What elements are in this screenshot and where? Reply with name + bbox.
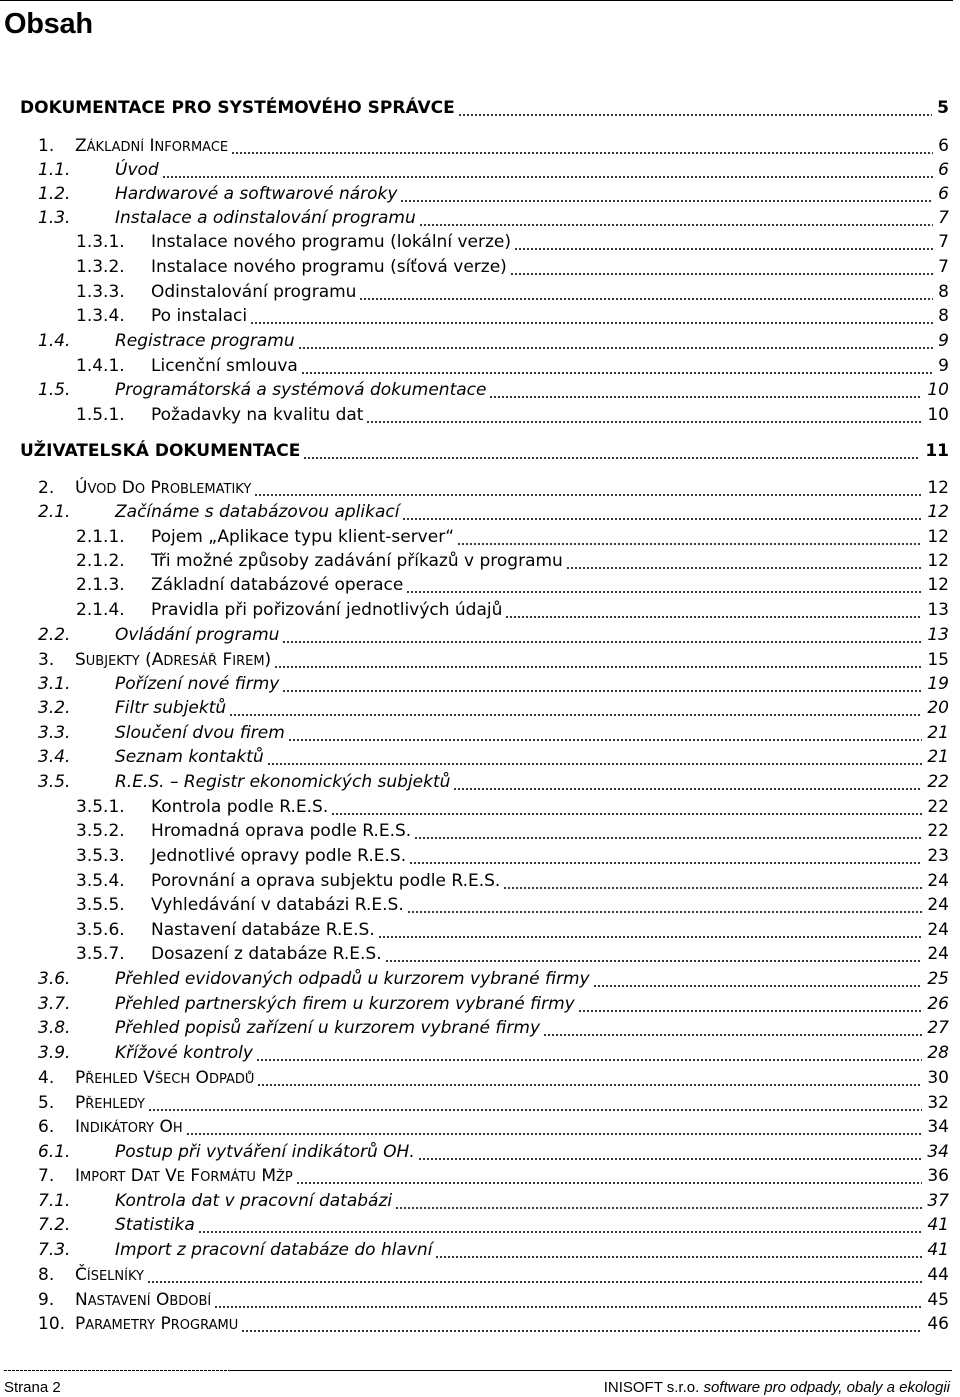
toc-entry-title: ZÁKLADNÍ INFORMACE bbox=[75, 136, 229, 156]
toc-entry-page: 12 bbox=[927, 551, 949, 571]
toc-entry-title: Filtr subjektů bbox=[115, 698, 227, 718]
toc-entry-number: 1.4. bbox=[38, 331, 71, 351]
toc-entry[interactable] bbox=[76, 575, 949, 599]
toc-entry-title: Hromadná oprava podle R.E.S. bbox=[151, 821, 412, 841]
toc-entry[interactable] bbox=[76, 551, 949, 575]
toc-entry-number: 9. bbox=[38, 1290, 55, 1310]
toc-entry-page: 9 bbox=[938, 331, 949, 351]
toc-entry[interactable] bbox=[38, 1018, 949, 1042]
toc-entry-number: 3.2. bbox=[38, 698, 71, 718]
toc-entry[interactable] bbox=[76, 232, 949, 256]
toc-entry-page: 6 bbox=[938, 184, 949, 204]
toc-entry-number: 8. bbox=[38, 1265, 55, 1285]
dot-leader bbox=[298, 347, 933, 349]
toc-entry-title: Sloučení dvou firem bbox=[115, 723, 285, 743]
toc-entry-title: INDIKÁTORY OH bbox=[75, 1117, 183, 1137]
toc-entry-title: Seznam kontaktů bbox=[115, 747, 264, 767]
toc-entry[interactable] bbox=[38, 674, 949, 698]
footer-divider bbox=[230, 1370, 952, 1371]
toc-entry-number: 7. bbox=[38, 1166, 55, 1186]
dot-leader bbox=[250, 322, 933, 324]
toc-entry-number: 3.7. bbox=[38, 994, 71, 1014]
toc-entry-title: Pravidla při pořizování jednotlivých údajů bbox=[151, 600, 503, 620]
toc-entry[interactable] bbox=[38, 723, 949, 747]
dot-leader bbox=[435, 1256, 922, 1258]
toc-entry-number: 3. bbox=[38, 650, 55, 670]
toc-entry-page: 6 bbox=[938, 160, 949, 180]
toc-entry[interactable] bbox=[76, 527, 949, 551]
toc-entry-number: 2.1. bbox=[38, 502, 71, 522]
toc-entry-title: Hardwarové a softwarové nároky bbox=[115, 184, 398, 204]
dot-leader bbox=[505, 616, 922, 618]
toc-entry-number: 3.5.3. bbox=[76, 846, 125, 866]
toc-entry-number: 2.2. bbox=[38, 625, 71, 645]
toc-entry-page: 8 bbox=[938, 306, 949, 326]
toc-entry[interactable] bbox=[38, 1290, 949, 1314]
toc-entry-number: 1.3.4. bbox=[76, 306, 125, 326]
toc-entry-title: Dosazení z databáze R.E.S. bbox=[151, 944, 382, 964]
dot-leader bbox=[267, 763, 922, 765]
toc-entry-page: 10 bbox=[927, 380, 949, 400]
toc-entry[interactable] bbox=[38, 747, 949, 771]
toc-entry[interactable] bbox=[38, 136, 949, 160]
dot-leader bbox=[288, 739, 922, 741]
toc-entry-number: 1.4.1. bbox=[76, 356, 125, 376]
toc-entry[interactable] bbox=[38, 969, 949, 993]
toc-entry[interactable] bbox=[38, 698, 949, 722]
toc-entry-page: 27 bbox=[927, 1018, 949, 1038]
dot-leader bbox=[296, 1182, 922, 1184]
toc-entry[interactable] bbox=[38, 1166, 949, 1190]
toc-entry[interactable] bbox=[38, 331, 949, 355]
toc-entry-title: Import z pracovní databáze do hlavní bbox=[115, 1240, 433, 1260]
company-tagline: software pro odpady, obaly a ekologii bbox=[703, 1379, 950, 1396]
toc-entry-page: 30 bbox=[927, 1068, 949, 1088]
toc-entry-title: R.E.S. – Registr ekonomických subjektů bbox=[115, 772, 451, 792]
toc-entry[interactable] bbox=[38, 1093, 949, 1117]
toc-entry-page: 12 bbox=[927, 575, 949, 595]
toc-entry-page: 12 bbox=[927, 478, 949, 498]
toc-entry-title: Instalace nového programu (lokální verze) bbox=[151, 232, 511, 252]
dot-leader bbox=[282, 690, 922, 692]
toc-entry-page: 44 bbox=[927, 1265, 949, 1285]
toc-entry[interactable] bbox=[76, 944, 949, 968]
dot-leader bbox=[274, 666, 922, 668]
toc-entry[interactable] bbox=[76, 846, 949, 870]
toc-entry-title: Vyhledávání v databázi R.E.S. bbox=[151, 895, 404, 915]
toc-entry-page: 9 bbox=[938, 356, 949, 376]
toc-entry-title: ČÍSELNÍKY bbox=[75, 1265, 144, 1285]
dot-leader bbox=[231, 152, 933, 154]
toc-entry-title: Pojem „Aplikace typu klient-server“ bbox=[151, 527, 454, 547]
toc-entry-title: PŘEHLEDY bbox=[75, 1093, 145, 1113]
dot-leader bbox=[593, 985, 922, 987]
toc-entry-page: 24 bbox=[927, 895, 949, 915]
toc-entry-title: DOKUMENTACE PRO SYSTÉMOVÉHO SPRÁVCE bbox=[20, 98, 455, 118]
dot-leader bbox=[331, 813, 922, 815]
footer-divider-dashed bbox=[4, 1370, 230, 1371]
toc-entry[interactable] bbox=[38, 502, 949, 526]
dot-leader bbox=[453, 788, 922, 790]
toc-entry-title: NASTAVENÍ OBDOBÍ bbox=[75, 1290, 212, 1310]
toc-entry[interactable] bbox=[38, 380, 949, 404]
toc-entry-page: 22 bbox=[927, 772, 949, 792]
toc-entry-title: SUBJEKTY (ADRESÁŘ FIREM) bbox=[75, 650, 272, 670]
page-title: Obsah bbox=[4, 8, 93, 40]
dot-leader bbox=[514, 248, 933, 250]
toc-entry[interactable] bbox=[38, 1043, 949, 1067]
toc-entry[interactable] bbox=[76, 600, 949, 624]
toc-entry-title: ÚVOD DO PROBLEMATIKY bbox=[75, 478, 252, 498]
toc-entry-page: 7 bbox=[938, 257, 949, 277]
toc-entry-number: 1.2. bbox=[38, 184, 71, 204]
toc-entry-number: 7.1. bbox=[38, 1191, 71, 1211]
toc-entry-number: 5. bbox=[38, 1093, 55, 1113]
toc-entry-title: UŽIVATELSKÁ DOKUMENTACE bbox=[20, 441, 301, 461]
dot-leader bbox=[458, 114, 932, 116]
toc-entry-page: 20 bbox=[927, 698, 949, 718]
toc-entry[interactable] bbox=[76, 895, 949, 919]
toc-entry-number: 2. bbox=[38, 478, 55, 498]
toc-entry-title: Postup při vytváření indikátorů OH. bbox=[115, 1142, 415, 1162]
toc-entry-number: 3.5.1. bbox=[76, 797, 125, 817]
toc-entry-page: 7 bbox=[938, 208, 949, 228]
toc-entry-page: 12 bbox=[927, 527, 949, 547]
toc-entry[interactable] bbox=[38, 1117, 949, 1141]
dot-leader bbox=[256, 1059, 922, 1061]
toc-entry-page: 21 bbox=[927, 723, 949, 743]
toc-entry-title: Začínáme s databázovou aplikací bbox=[115, 502, 400, 522]
toc-entry-page: 7 bbox=[938, 232, 949, 252]
toc-entry-number: 3.3. bbox=[38, 723, 71, 743]
dot-leader bbox=[148, 1109, 922, 1111]
toc-entry-page: 5 bbox=[937, 98, 949, 118]
toc-entry[interactable] bbox=[76, 257, 949, 281]
toc-entry[interactable] bbox=[38, 478, 949, 502]
toc-entry-number: 1.5.1. bbox=[76, 405, 125, 425]
toc-entry-page: 24 bbox=[927, 920, 949, 940]
dot-leader bbox=[543, 1034, 922, 1036]
dot-leader bbox=[418, 1158, 922, 1160]
toc-entry-number: 10. bbox=[38, 1314, 66, 1334]
toc-entry-page: 37 bbox=[927, 1191, 949, 1211]
toc-entry-page: 22 bbox=[927, 797, 949, 817]
toc-entry[interactable] bbox=[38, 1068, 949, 1092]
dot-leader bbox=[301, 372, 933, 374]
dot-leader bbox=[147, 1281, 922, 1283]
dot-leader bbox=[489, 396, 922, 398]
toc-entry[interactable] bbox=[38, 184, 949, 208]
toc-entry-number: 3.1. bbox=[38, 674, 71, 694]
toc-entry-page: 19 bbox=[927, 674, 949, 694]
toc-entry[interactable] bbox=[20, 98, 949, 122]
toc-entry-number: 1.3.3. bbox=[76, 282, 125, 302]
dot-leader bbox=[419, 224, 933, 226]
toc-entry-page: 23 bbox=[927, 846, 949, 866]
toc-entry-number: 3.5.5. bbox=[76, 895, 125, 915]
toc-entry-page: 8 bbox=[938, 282, 949, 302]
dot-leader bbox=[395, 1207, 922, 1209]
toc-entry-title: Registrace programu bbox=[115, 331, 295, 351]
dot-leader bbox=[510, 273, 933, 275]
toc-entry-number: 6.1. bbox=[38, 1142, 71, 1162]
dot-leader bbox=[359, 298, 933, 300]
toc-entry-title: Instalace nového programu (síťová verze) bbox=[151, 257, 507, 277]
dot-leader bbox=[303, 457, 920, 459]
dot-leader bbox=[254, 494, 922, 496]
toc-entry-number: 2.1.4. bbox=[76, 600, 125, 620]
toc-entry-title: Po instalaci bbox=[151, 306, 248, 326]
dot-leader bbox=[162, 176, 933, 178]
toc-entry-page: 46 bbox=[927, 1314, 949, 1334]
dot-leader bbox=[241, 1330, 922, 1332]
dot-leader bbox=[366, 421, 922, 423]
toc-entry-page: 21 bbox=[927, 747, 949, 767]
toc-entry-page: 41 bbox=[927, 1215, 949, 1235]
dot-leader bbox=[378, 936, 922, 938]
toc-entry[interactable] bbox=[38, 1191, 949, 1215]
toc-entry-title: Úvod bbox=[115, 160, 159, 180]
toc-entry-number: 7.3. bbox=[38, 1240, 71, 1260]
toc-entry-title: Ovládání programu bbox=[115, 625, 280, 645]
toc-entry-title: Statistika bbox=[115, 1215, 195, 1235]
toc-entry-page: 22 bbox=[927, 821, 949, 841]
toc-entry-page: 24 bbox=[927, 871, 949, 891]
toc-entry[interactable] bbox=[76, 821, 949, 845]
dot-leader bbox=[407, 911, 922, 913]
toc-entry[interactable] bbox=[38, 994, 949, 1018]
toc-entry-page: 34 bbox=[927, 1142, 949, 1162]
toc-entry-title: Požadavky na kvalitu dat bbox=[151, 405, 364, 425]
toc-entry[interactable] bbox=[38, 1265, 949, 1289]
toc-entry-title: Křížové kontroly bbox=[115, 1043, 253, 1063]
toc-entry-title: Přehled popisů zařízení u kurzorem vybrané firmy bbox=[115, 1018, 540, 1038]
dot-leader bbox=[257, 1084, 922, 1086]
dot-leader bbox=[566, 567, 922, 569]
toc-entry-number: 7.2. bbox=[38, 1215, 71, 1235]
toc-entry[interactable] bbox=[38, 650, 949, 674]
toc-entry-number: 3.8. bbox=[38, 1018, 71, 1038]
dot-leader bbox=[186, 1133, 922, 1135]
toc-entry[interactable] bbox=[38, 1314, 949, 1338]
toc-entry[interactable] bbox=[38, 772, 949, 796]
toc-entry-title: PARAMETRY PROGRAMU bbox=[75, 1314, 239, 1334]
toc-entry-page: 28 bbox=[927, 1043, 949, 1063]
toc-entry-page: 10 bbox=[927, 405, 949, 425]
dot-leader bbox=[214, 1306, 922, 1308]
toc-entry-page: 11 bbox=[925, 441, 949, 461]
toc-entry[interactable] bbox=[76, 282, 949, 306]
toc-entry[interactable] bbox=[38, 1215, 949, 1239]
toc-entry-number: 1.3.2. bbox=[76, 257, 125, 277]
dot-leader bbox=[229, 714, 922, 716]
toc-entry-number: 1.3. bbox=[38, 208, 71, 228]
toc-entry[interactable] bbox=[76, 871, 949, 895]
dot-leader bbox=[282, 641, 922, 643]
dot-leader bbox=[406, 591, 922, 593]
toc-entry[interactable] bbox=[38, 160, 949, 184]
toc-entry-page: 34 bbox=[927, 1117, 949, 1137]
toc-entry-title: IMPORT DAT VE FORMÁTU MŽP bbox=[75, 1166, 293, 1186]
toc-entry-title: Programátorská a systémová dokumentace bbox=[115, 380, 487, 400]
toc-entry-number: 3.9. bbox=[38, 1043, 71, 1063]
dot-leader bbox=[385, 960, 922, 962]
toc-entry-page: 25 bbox=[927, 969, 949, 989]
toc-entry-page: 15 bbox=[927, 650, 949, 670]
toc-entry[interactable] bbox=[76, 797, 949, 821]
toc-entry-title: Tři možné způsoby zadávání příkazů v programu bbox=[151, 551, 563, 571]
toc-entry[interactable] bbox=[76, 405, 949, 429]
toc-entry-page: 26 bbox=[927, 994, 949, 1014]
toc-entry-title: Nastavení databáze R.E.S. bbox=[151, 920, 375, 940]
toc-entry[interactable] bbox=[76, 306, 949, 330]
toc-entry-page: 6 bbox=[938, 136, 949, 156]
toc-entry-title: Základní databázové operace bbox=[151, 575, 404, 595]
toc-entry-title: Kontrola dat v pracovní databázi bbox=[115, 1191, 393, 1211]
toc-entry-number: 3.5. bbox=[38, 772, 71, 792]
toc-entry-number: 6. bbox=[38, 1117, 55, 1137]
toc-entry-number: 1.3.1. bbox=[76, 232, 125, 252]
toc-entry-number: 3.4. bbox=[38, 747, 71, 767]
toc-entry-page: 13 bbox=[927, 600, 949, 620]
toc-entry[interactable] bbox=[38, 625, 949, 649]
toc-entry-number: 1.1. bbox=[38, 160, 71, 180]
toc-entry-page: 32 bbox=[927, 1093, 949, 1113]
toc-entry-number: 3.5.6. bbox=[76, 920, 125, 940]
dot-leader bbox=[457, 543, 922, 545]
dot-leader bbox=[414, 837, 922, 839]
dot-leader bbox=[503, 887, 922, 889]
toc-entry-title: Porovnání a oprava subjektu podle R.E.S. bbox=[151, 871, 501, 891]
toc-entry-title: Pořízení nové firmy bbox=[115, 674, 280, 694]
dot-leader bbox=[402, 518, 922, 520]
company-name: INISOFT s.r.o. bbox=[603, 1379, 700, 1396]
dot-leader bbox=[578, 1010, 922, 1012]
toc-entry-page: 24 bbox=[927, 944, 949, 964]
dot-leader bbox=[409, 862, 922, 864]
toc-entry-number: 3.6. bbox=[38, 969, 71, 989]
toc-entry-number: 3.5.2. bbox=[76, 821, 125, 841]
toc-entry-number: 3.5.7. bbox=[76, 944, 125, 964]
toc-entry-number: 2.1.3. bbox=[76, 575, 125, 595]
toc-entry[interactable] bbox=[20, 441, 949, 465]
toc-entry-page: 45 bbox=[927, 1290, 949, 1310]
toc-entry-title: Licenční smlouva bbox=[151, 356, 298, 376]
toc-entry-title: Instalace a odinstalování programu bbox=[115, 208, 416, 228]
toc-entry[interactable] bbox=[76, 920, 949, 944]
toc-entry-title: Odinstalování programu bbox=[151, 282, 357, 302]
toc-entry[interactable] bbox=[38, 1142, 949, 1166]
toc-entry-title: PŘEHLED VŠECH ODPADŮ bbox=[75, 1068, 255, 1088]
page-number: Strana 2 bbox=[4, 1379, 61, 1396]
toc-entry-page: 13 bbox=[927, 625, 949, 645]
toc-entry-title: Jednotlivé opravy podle R.E.S. bbox=[151, 846, 407, 866]
toc-entry-number: 1.5. bbox=[38, 380, 71, 400]
toc-entry-title: Přehled partnerských firem u kurzorem vybrané firmy bbox=[115, 994, 575, 1014]
toc-entry[interactable] bbox=[76, 356, 949, 380]
toc-entry-number: 4. bbox=[38, 1068, 55, 1088]
toc-entry-number: 3.5.4. bbox=[76, 871, 125, 891]
toc-entry-page: 12 bbox=[927, 502, 949, 522]
toc-entry-title: Kontrola podle R.E.S. bbox=[151, 797, 329, 817]
toc-entry-number: 2.1.1. bbox=[76, 527, 125, 547]
toc-entry-page: 36 bbox=[927, 1166, 949, 1186]
toc-entry[interactable] bbox=[38, 208, 949, 232]
dot-leader bbox=[400, 200, 933, 202]
toc-entry[interactable] bbox=[38, 1240, 949, 1264]
toc-entry-number: 1. bbox=[38, 136, 55, 156]
toc-entry-page: 41 bbox=[927, 1240, 949, 1260]
footer-company bbox=[604, 1379, 950, 1396]
dot-leader bbox=[198, 1231, 922, 1233]
toc-entry-title: Přehled evidovaných odpadů u kurzorem vybrané firmy bbox=[115, 969, 590, 989]
toc-entry-number: 2.1.2. bbox=[76, 551, 125, 571]
